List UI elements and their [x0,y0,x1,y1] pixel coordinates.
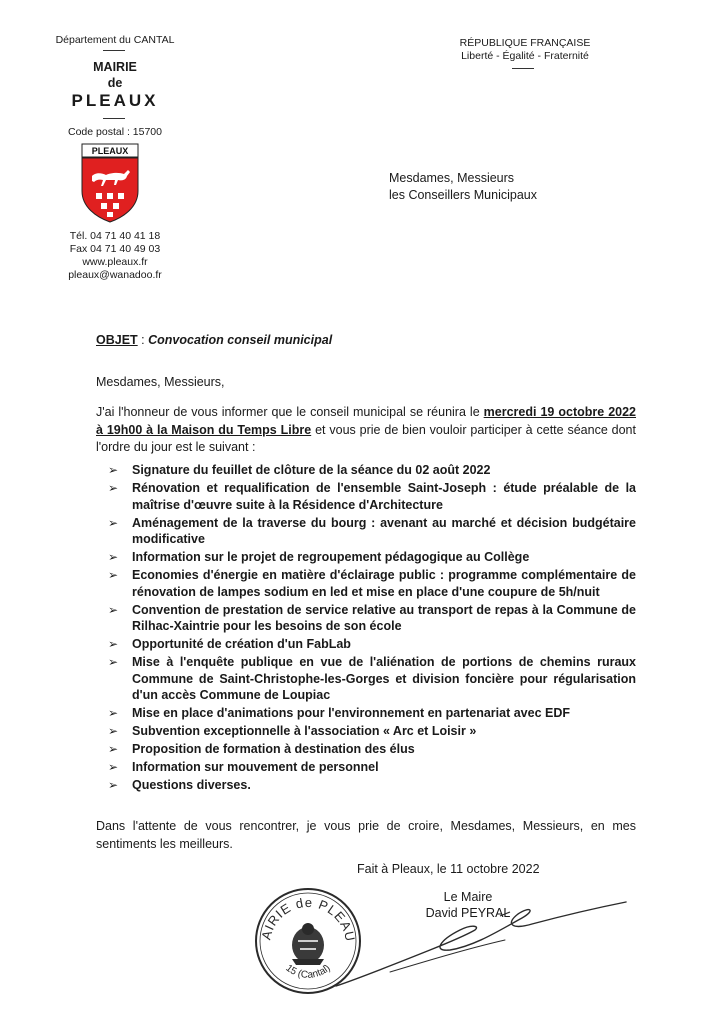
republic-motto: Liberté - Égalité - Fraternité [461,50,589,62]
divider [512,68,534,69]
closing-paragraph: Dans l'attente de vous rencontrer, je vous prie de croire, Mesdames, Messieurs, en mes sentiments les meilleurs. [96,819,636,851]
phone-number: Tél. 04 71 40 41 18 [69,230,161,242]
contact-block [40,230,190,282]
postcode-label: Code postal : 15700 [68,126,162,138]
bullet-arrow-icon: ➢ [108,602,119,617]
town-crest [80,143,140,223]
bullet-arrow-icon: ➢ [108,515,119,530]
agenda-item [96,654,636,704]
crest-label: PLEAUX [91,146,129,156]
bullet-arrow-icon: ➢ [108,742,119,756]
seal-text-bottom: 15 (Cantal) [283,962,333,981]
bullet-arrow-icon: ➢ [108,463,119,477]
agenda-item [96,636,636,653]
meeting-date-location: mercredi 19 octobre 2022 à 19h00 à la Maison du Temps Libre [96,405,637,437]
agenda-item [96,462,636,479]
agenda-item-text: Information sur mouvement de personnel [132,760,379,774]
intro-text: J'ai l'honneur de vous informer que le conseil municipal se réunira le [96,405,484,419]
fax-number: Fax 04 71 40 49 03 [69,243,161,255]
agenda-list [96,462,636,795]
republic-header [440,37,610,63]
agenda-item-text: Mise à l'enquête publique en vue de l'aliénation de portions de chemins ruraux Commune de Saint-Christophe-les-Gorges et division foncière pour régularisation d'un accès Commune de Loupiac [132,655,636,702]
bullet-arrow-icon: ➢ [108,550,119,564]
agenda-item [96,567,636,600]
agenda-item-text: Rénovation et requalification de l'ensemble Saint-Joseph : étude préalable de la maîtrise d'œuvre suite à la Résidence d'Architecture [132,481,636,512]
agenda-item [96,741,636,758]
website-link[interactable]: www.pleaux.fr [82,256,148,268]
agenda-item-text: Information sur le projet de regroupement pédagogique au Collège [132,550,530,564]
subject-separator: : [137,333,149,347]
salutation: Mesdames, Messieurs, [96,375,225,389]
agenda-item [96,602,636,635]
mairie-label: MAIRIE [93,60,137,74]
department-label: Département du CANTAL [55,34,175,46]
mairie-de-label: de [107,76,123,90]
seal-text-top: AIRIE de PLEAU [258,894,359,944]
bullet-arrow-icon: ➢ [108,760,119,774]
handwritten-signature [300,890,640,1000]
subject-text: Convocation conseil municipal [148,333,333,347]
intro-text: et vous prie de bien vouloir participer à cette séance dont l'ordre du jour est le suivant : [96,422,636,454]
agenda-item-text: Subvention exceptionnelle à l'association « Arc et Loisir » [132,724,477,738]
agenda-item [96,759,636,776]
divider [103,50,125,51]
bullet-arrow-icon: ➢ [108,706,119,720]
republic-label: RÉPUBLIQUE FRANÇAISE [459,37,591,49]
subject-label: OBJET [96,333,138,347]
divider [103,118,125,119]
recipient-block [389,170,537,204]
signature-stroke-icon [300,890,640,1000]
agenda-item-text: Signature du feuillet de clôture de la séance du 02 août 2022 [132,463,491,477]
bullet-arrow-icon: ➢ [108,778,119,792]
email-link[interactable]: pleaux@wanadoo.fr [68,269,162,281]
agenda-item-text: Mise en place d'animations pour l'environnement en partenariat avec EDF [132,706,571,720]
agenda-item [96,515,636,548]
signatory-title: Le Maire [443,890,493,904]
agenda-item [96,723,636,740]
agenda-item-text: Opportunité de création d'un FabLab [132,637,351,651]
agenda-item-text: Economies d'énergie en matière d'éclairage public : programme complémentaire de rénovation de lampes sodium en led et mise en place d'une coupure de 5h/nuit [132,568,636,599]
subject-line [96,333,332,347]
agenda-item [96,777,636,794]
recipient-line: Mesdames, Messieurs [389,171,515,185]
agenda-item-text: Questions diverses. [132,778,251,792]
place-date: Fait à Pleaux, le 11 octobre 2022 [357,862,540,876]
signatory-name: David PEYRAL [425,906,511,920]
agenda-item-text: Aménagement de la traverse du bourg : avenant au marché et décision budgétaire modificative [132,515,636,546]
agenda-item [96,549,636,566]
agenda-item [96,705,636,722]
agenda-item-text: Proposition de formation à destination des élus [132,742,415,756]
town-name: PLEAUX [71,91,159,110]
bullet-arrow-icon: ➢ [108,481,119,495]
agenda-item-text: Convention de prestation de service relative au transport de repas à la Commune de Rilhac-Xaintrie pour les besoins de son école [132,602,636,633]
recipient-line: les Conseillers Municipaux [389,188,537,202]
bullet-arrow-icon: ➢ [108,655,119,669]
crest-shield-icon [80,143,140,223]
bullet-arrow-icon: ➢ [108,724,119,738]
mairie-heading [40,59,190,91]
bullet-arrow-icon: ➢ [108,568,119,582]
bullet-arrow-icon: ➢ [108,637,119,651]
agenda-item [96,480,636,513]
intro-paragraph [96,404,636,457]
